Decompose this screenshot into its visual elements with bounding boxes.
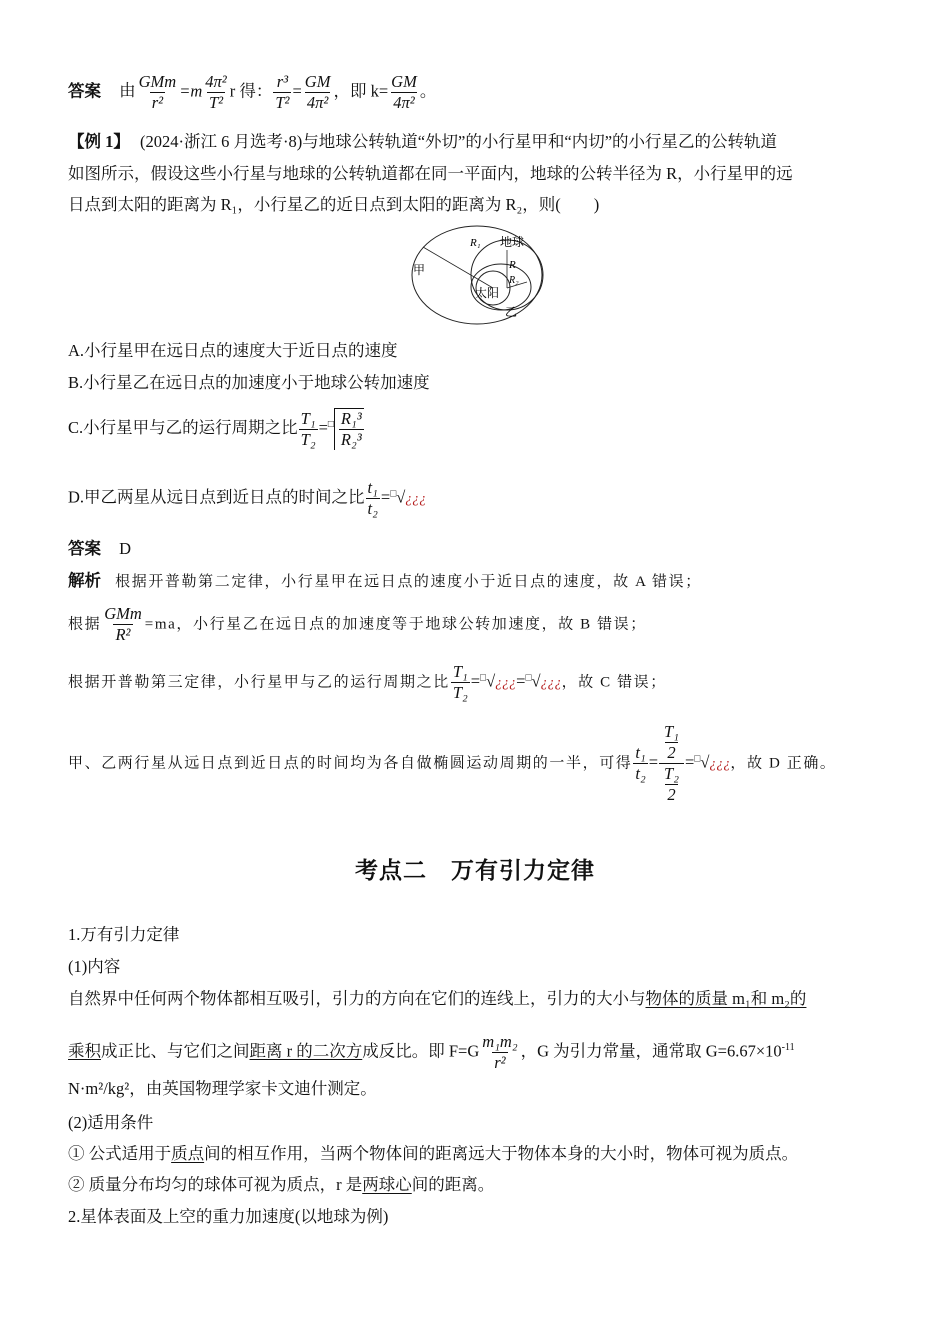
garbled-text: ¿¿¿ bbox=[405, 491, 427, 507]
text: ② 质量分布均匀的球体可视为质点，r 是 bbox=[68, 1175, 363, 1194]
section-title: 考点二 万有引力定律 bbox=[355, 858, 595, 884]
condition-1 bbox=[68, 1143, 798, 1165]
answer-line-2 bbox=[68, 538, 131, 560]
condition-2 bbox=[68, 1174, 494, 1196]
text: ，G 为引力常量，通常取 G=6.67×10 bbox=[520, 1041, 782, 1061]
underlined-text: 乘积 bbox=[68, 1041, 101, 1061]
label-R1: R₁ bbox=[470, 237, 481, 249]
label-sun: 太阳 bbox=[475, 286, 500, 300]
label-earth: 地球 bbox=[500, 235, 525, 249]
fraction: $\frac{\text{m₁m₂}}{\text{r²}}$ bbox=[482, 1032, 518, 1072]
fraction: $\frac{\text{t₁}}{\text{t₂}}$ bbox=[635, 743, 646, 783]
text: =ma，小行星乙在远日点的加速度等于地球公转加速度，故 B 错误； bbox=[144, 616, 647, 633]
label-R: R bbox=[509, 259, 516, 271]
text: ，故 C 错误； bbox=[561, 674, 667, 691]
analysis-label: 解析 bbox=[68, 571, 101, 590]
heading-1: 1.万有引力定律 bbox=[68, 925, 180, 944]
fraction: $\frac{\text{T₁}}{\text{T₂}}$ bbox=[300, 408, 316, 449]
heading-1b: (2)适用条件 bbox=[68, 1113, 154, 1132]
fraction: $\frac{GM}{\text{4π²}}$ bbox=[391, 72, 417, 112]
underlined-text: 距离 r 的二次方 bbox=[249, 1041, 363, 1061]
exponent: -11 bbox=[781, 1041, 795, 1053]
heading-1a: (1)内容 bbox=[68, 957, 121, 976]
option-a: A.小行星甲在远日点的速度大于近日点的速度 bbox=[68, 341, 398, 360]
text: 间的相互作用，当两个物体间的距离远大于物体本身的大小时，物体可视为质点。 bbox=[204, 1144, 799, 1163]
text: 根据开普勒第三定律，小行星甲与乙的运行周期之比 bbox=[68, 674, 450, 691]
text: ① 公式适用于 bbox=[68, 1144, 172, 1163]
fraction: $\frac{\text{r³}}{\text{T²}}$ bbox=[275, 72, 290, 112]
text: 由 bbox=[119, 81, 136, 101]
text: = bbox=[470, 671, 481, 691]
fraction: $\frac{\text{T₁}}{\text{T₂}}$ bbox=[452, 662, 468, 702]
label-R2: R₂ bbox=[509, 275, 519, 286]
example-tag: 【例 1】 bbox=[68, 132, 130, 151]
radius-R1 bbox=[423, 247, 493, 288]
text: C.小行星甲与乙的运行周期之比 bbox=[68, 417, 298, 437]
example-line-3: 日点到太阳的距离为 R₁，小行星乙的近日点到太阳的距离为 R₂，则( ) bbox=[68, 195, 600, 214]
answer-line-1: 答案 由 $\frac{\text{GMm}}{\text{r²}}$ =m $\frac{\text{4π²}}{\text{T²}}$ r 得： $\frac{\text{r³}}{\text{T²}}$ = $\frac{GM}{\text{4π²}}$ ，即 k= $\frac{GM}{\text{4π²}}$ 。 bbox=[68, 72, 437, 112]
fraction: $\frac{\text{GMm}}{\text{R²}}$ bbox=[104, 604, 142, 644]
text: ，即 k= bbox=[333, 81, 389, 101]
answer-label: 答案 bbox=[68, 81, 101, 101]
paragraph-line-1 bbox=[68, 988, 806, 1010]
compound-fraction: $\frac{\frac{\text{T₁}}{2}}{\frac{\text{T₂}}{2}}$ bbox=[659, 722, 684, 805]
example-line-2: 如图所示，假设这些小行星与地球的公转轨道都在同一平面内，地球的公转半径为 R，小行星甲的远 bbox=[68, 164, 793, 183]
text: 与地球公转轨道“外切”的小行星甲和“内切”的小行星乙的公转轨道 bbox=[302, 132, 778, 151]
fraction: $\frac{\text{GMm}}{\text{r²}}$ bbox=[138, 72, 177, 112]
text: 甲、乙两行星从远日点到近日点的时间均为各自做椭圆运动周期的一半，可得 bbox=[68, 755, 633, 772]
heading-2: 2.星体表面及上空的重力加速度(以地球为例) bbox=[68, 1207, 389, 1226]
underlined-text: 质点 bbox=[171, 1144, 205, 1163]
text: = bbox=[318, 417, 328, 437]
fraction: $\frac{\text{4π²}}{\text{T²}}$ bbox=[205, 72, 227, 112]
text: 成反比。即 F=G bbox=[362, 1041, 480, 1061]
analysis-line-3: 根据开普勒第三定律，小行星甲与乙的运行周期之比 $\frac{\text{T₁}}{\text{T₂}}$ =□√¿¿¿=□√¿¿¿，故 C 错误； bbox=[68, 662, 667, 702]
fraction: $\frac{GM}{\text{4π²}}$ bbox=[304, 72, 331, 112]
text: 根据开普勒第二定律，小行星甲在远日点的速度小于近日点的速度，故 A 错误； bbox=[115, 574, 702, 590]
text: 根据 bbox=[68, 616, 102, 633]
option-c: C.小行星甲与乙的运行周期之比 $\frac{\text{T₁}}{\text{T₂}}$ =□ $\frac{\text{R₁³}}{\text{R₂³}}$ bbox=[68, 408, 362, 449]
answer-value: D bbox=[119, 539, 132, 558]
text: = bbox=[380, 487, 391, 507]
example-line-1 bbox=[68, 131, 777, 153]
underlined-text: 物体的质量 m₁和 m₂的 bbox=[645, 989, 807, 1008]
underlined-text: 两球心 bbox=[362, 1175, 412, 1194]
option-d: D.甲乙两星从远日点到近日点的时间之比 $\frac{\text{t₁}}{\text{t₂}}$ =□√¿¿¿ bbox=[68, 478, 427, 518]
answer-label: 答案 bbox=[68, 539, 101, 558]
paragraph-line-2 bbox=[68, 1032, 795, 1073]
garbled-text: ¿¿¿ bbox=[540, 675, 562, 691]
example-source: (2024·浙江 6 月选考·8) bbox=[140, 132, 303, 151]
analysis-line-1 bbox=[68, 570, 702, 593]
analysis-line-4: 甲、乙两行星从远日点到近日点的时间均为各自做椭圆运动周期的一半，可得 $\frac{\text{t₁}}{\text{t₂}}$ = $\frac{\frac{\text{T₁}}{2}}{\frac{\text{T₂}}{2}}$ =□√¿¿¿，故 D 正确。 bbox=[68, 722, 837, 804]
analysis-line-2 bbox=[68, 604, 647, 645]
text: ，故 D 正确。 bbox=[730, 755, 837, 772]
text: D.甲乙两星从远日点到近日点的时间之比 bbox=[68, 487, 365, 507]
garbled-text: ¿¿¿ bbox=[709, 756, 731, 772]
option-b: B.小行星乙在远日点的加速度小于地球公转加速度 bbox=[68, 373, 430, 392]
text: 间的距离。 bbox=[411, 1175, 495, 1194]
garbled-text: ¿¿¿ bbox=[495, 675, 517, 691]
sqrt: $\frac{\text{R₁³}}{\text{R₂³}}$ bbox=[334, 408, 364, 450]
orbit-diagram bbox=[405, 222, 550, 332]
fraction: $\frac{\text{t₁}}{\text{t₂}}$ bbox=[367, 478, 378, 518]
text: =m bbox=[179, 81, 203, 101]
text: 。 bbox=[419, 81, 437, 101]
text: 自然界中任何两个物体都相互吸引，引力的方向在它们的连线上，引力的大小与 bbox=[68, 989, 646, 1008]
text: 成正比、与它们之间 bbox=[101, 1041, 250, 1061]
label-jia: 甲 bbox=[413, 263, 426, 277]
label-yi: 乙 bbox=[505, 305, 518, 319]
text: r 得： bbox=[229, 81, 273, 101]
paragraph-line-3: N·m²/kg²，由英国物理学家卡文迪什测定。 bbox=[68, 1079, 377, 1098]
